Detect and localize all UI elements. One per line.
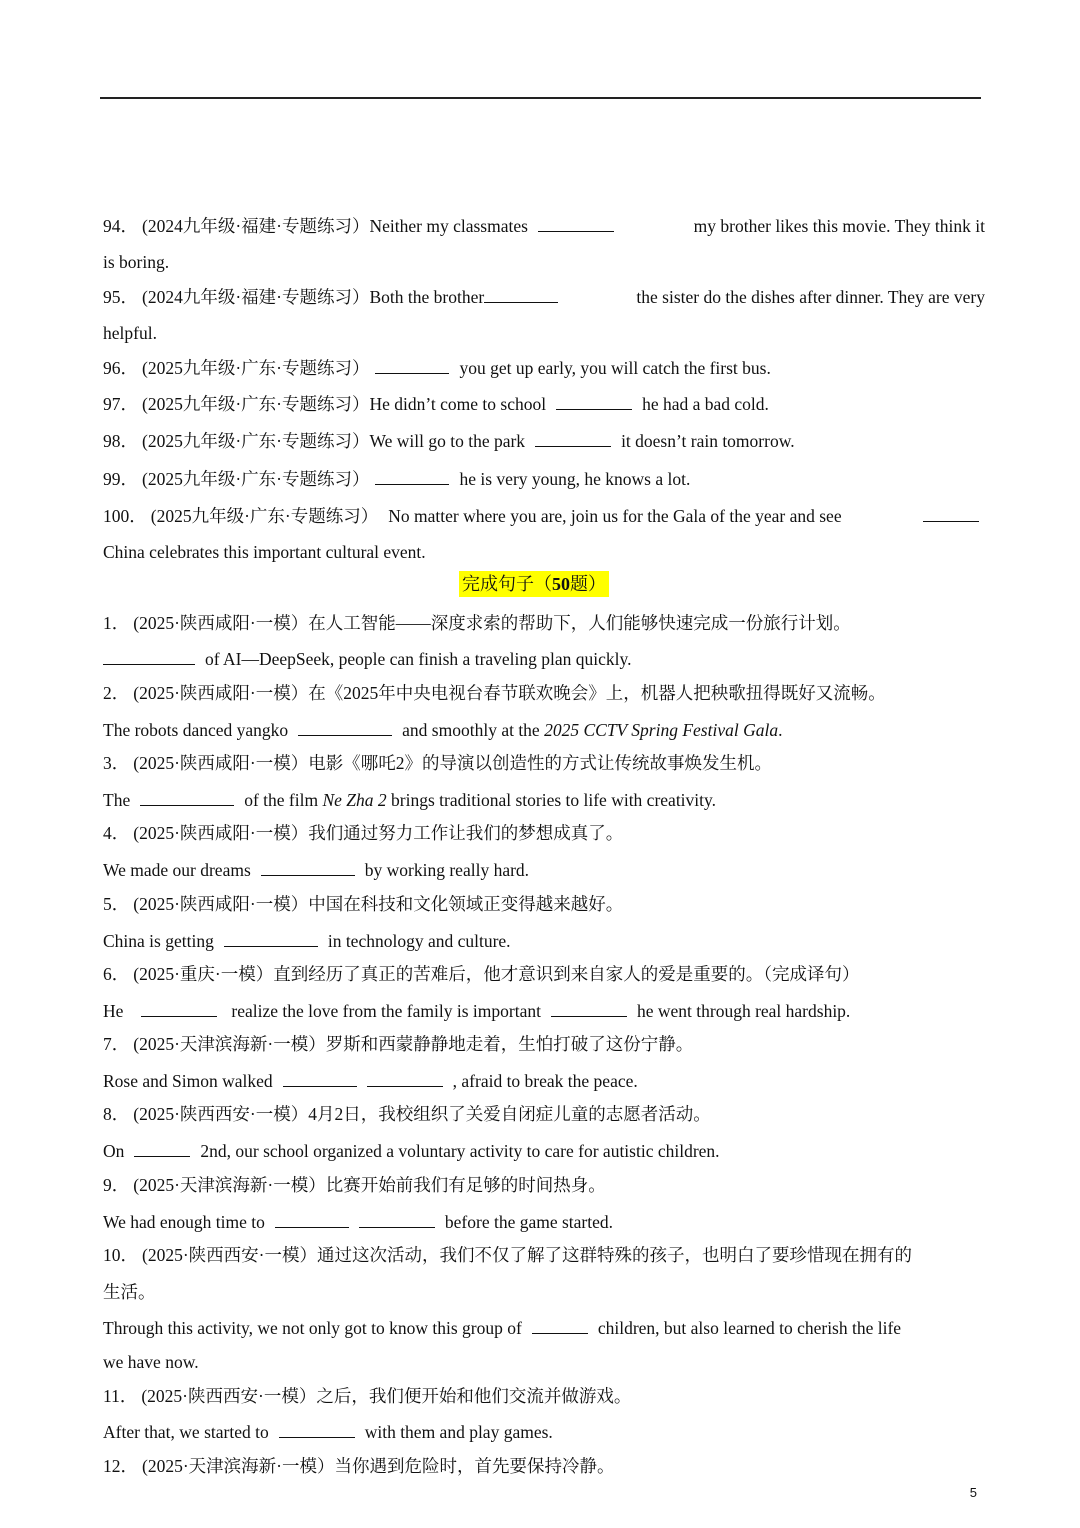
item-10-english-cont: we have now.	[103, 1352, 199, 1372]
header-rule	[100, 97, 981, 99]
question-95-cont: helpful.	[103, 323, 157, 343]
answer-blank[interactable]	[140, 791, 234, 806]
answer-blank[interactable]	[538, 217, 614, 232]
question-94: 94． (2024九年级·福建·专题练习）Neither my classmates my brother likes this movie. They think it	[103, 216, 985, 236]
item-2-chinese: 2． (2025·陕西咸阳·一模）在《2025年中央电视台春节联欢晚会》上，机器人把秧歌扭得既好又流畅。	[103, 683, 886, 703]
item-10-chinese: 10． (2025·陕西西安·一模）通过这次活动，我们不仅了解了这群特殊的孩子，也明白了要珍惜现在拥有的	[103, 1245, 912, 1265]
question-97: 97． (2025九年级·广东·专题练习）He didn’t come to school he had a bad cold.	[103, 394, 769, 414]
page-number: 5	[969, 1485, 977, 1500]
answer-blank[interactable]	[224, 932, 318, 947]
item-5-english: China is getting in technology and culture.	[103, 931, 511, 951]
answer-blank[interactable]	[261, 861, 355, 876]
question-100-cont: China celebrates this important cultural event.	[103, 542, 426, 562]
answer-blank[interactable]	[134, 1142, 190, 1157]
answer-blank[interactable]	[275, 1213, 349, 1228]
question-100: 100． (2025九年级·广东·专题练习） No matter where you are, join us for the Gala of the year and see	[103, 504, 985, 528]
answer-blank[interactable]	[923, 507, 979, 522]
question-95: 95． (2024九年级·福建·专题练习）Both the brother the sister do the dishes after dinner. They are very	[103, 287, 985, 307]
answer-blank[interactable]	[279, 1423, 355, 1438]
item-10-chinese-cont: 生活。	[103, 1282, 156, 1302]
answer-blank[interactable]	[375, 359, 449, 374]
answer-blank[interactable]	[484, 288, 558, 303]
answer-blank[interactable]	[535, 432, 611, 447]
item-4-english: We made our dreams by working really hard.	[103, 860, 530, 880]
item-10-english: Through this activity, we not only got to know this group of children, but also learned to cherish the life	[103, 1318, 902, 1338]
item-3-chinese: 3． (2025·陕西咸阳·一模）电影《哪吒2》的导演以创造性的方式让传统故事焕发生机。	[103, 753, 772, 773]
item-7-english: Rose and Simon walked , afraid to break the peace.	[103, 1071, 638, 1091]
item-11-english: After that, we started to with them and play games.	[103, 1422, 553, 1442]
item-1-chinese: 1． (2025·陕西咸阳·一模）在人工智能——深度求索的帮助下，人们能够快速完成一份旅行计划。	[103, 613, 851, 633]
item-12-chinese: 12． (2025·天津滨海新·一模）当你遇到危险时，首先要保持冷静。	[103, 1456, 615, 1476]
answer-blank[interactable]	[556, 395, 632, 410]
question-98: 98． (2025九年级·广东·专题练习）We will go to the park it doesn’t rain tomorrow.	[103, 431, 795, 451]
item-1-english: of AI—DeepSeek, people can finish a traveling plan quickly.	[103, 647, 985, 671]
answer-blank[interactable]	[367, 1072, 443, 1087]
item-3-english: The of the film Ne Zha 2 brings traditional stories to life with creativity.	[103, 790, 717, 810]
item-6-chinese: 6． (2025·重庆·一模）直到经历了真正的苦难后，他才意识到来自家人的爱是重要的。（完成译句）	[103, 964, 860, 984]
answer-blank[interactable]	[141, 1002, 217, 1017]
item-8-english: On 2nd, our school organized a voluntary activity to care for autistic children.	[103, 1141, 720, 1161]
answer-blank[interactable]	[375, 470, 449, 485]
question-99: 99． (2025九年级·广东·专题练习） he is very young, he knows a lot.	[103, 469, 691, 489]
answer-blank[interactable]	[532, 1319, 588, 1334]
item-2-english: The robots danced yangko and smoothly at the 2025 CCTV Spring Festival Gala.	[103, 720, 783, 740]
item-6-english: He realize the love from the family is important he went through real hardship.	[103, 1001, 851, 1021]
answer-blank[interactable]	[359, 1213, 435, 1228]
answer-blank[interactable]	[283, 1072, 357, 1087]
answer-blank[interactable]	[551, 1002, 627, 1017]
item-7-chinese: 7． (2025·天津滨海新·一模）罗斯和西蒙静静地走着，生怕打破了这份宁静。	[103, 1034, 694, 1054]
item-9-english: We had enough time to before the game started.	[103, 1212, 614, 1232]
item-4-chinese: 4． (2025·陕西咸阳·一模）我们通过努力工作让我们的梦想成真了。	[103, 823, 624, 843]
item-9-chinese: 9． (2025·天津滨海新·一模）比赛开始前我们有足够的时间热身。	[103, 1175, 606, 1195]
question-96: 96． (2025九年级·广东·专题练习） you get up early, you will catch the first bus.	[103, 358, 771, 378]
item-8-chinese: 8． (2025·陕西西安·一模）4月2日，我校组织了关爱自闭症儿童的志愿者活动。	[103, 1104, 711, 1124]
answer-blank[interactable]	[298, 721, 392, 736]
section-title: 完成句子（50题）	[459, 571, 609, 597]
question-94-cont: is boring.	[103, 252, 170, 272]
item-11-chinese: 11． (2025·陕西西安·一模）之后，我们便开始和他们交流并做游戏。	[103, 1386, 632, 1406]
answer-blank[interactable]	[103, 650, 195, 665]
item-5-chinese: 5． (2025·陕西咸阳·一模）中国在科技和文化领域正变得越来越好。	[103, 894, 624, 914]
